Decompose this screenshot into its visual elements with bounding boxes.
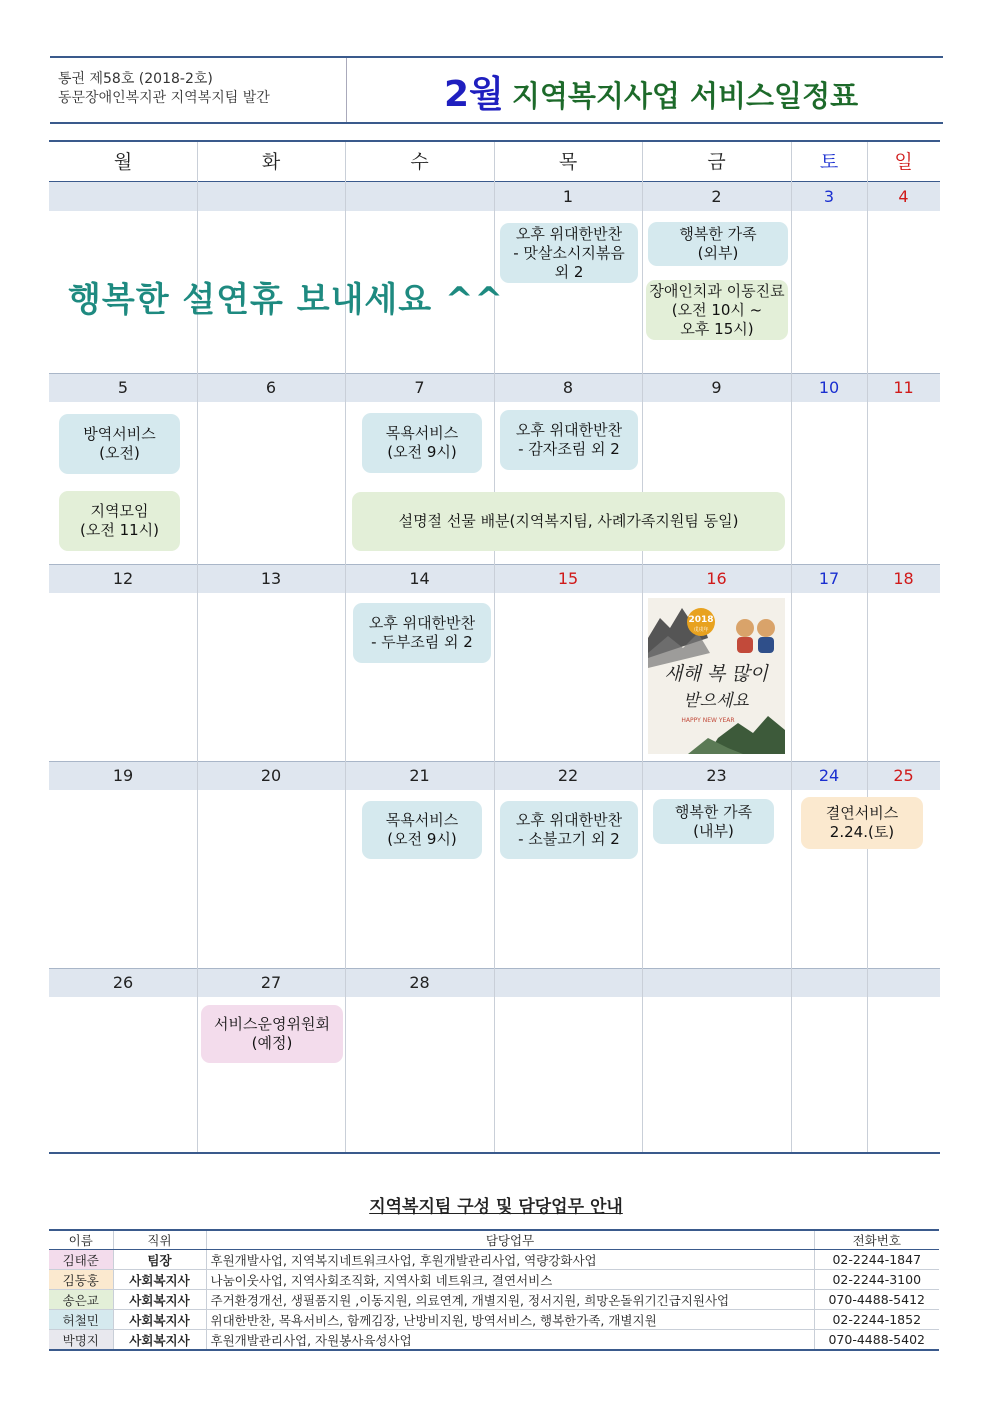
team-title-text: 지역복지팀 구성 및 담당업무 안내 [369,1197,623,1217]
date-cell: 10 [818,378,840,397]
team-member-duties: 후원개발관리사업, 자원봉사육성사업 [206,1330,814,1351]
team-row [49,1330,939,1351]
publisher: 동문장애인복지관 지역복지팀 발간 [58,90,270,106]
new-year-card-image [648,598,785,754]
holiday-greeting: 행복한 설연휴 보내세요 ^^ [68,280,504,320]
team-member-position: 사회복지사 [113,1270,206,1290]
event-dental-clinic[interactable]: 장애인치과 이동진료 (오전 10시 ~ 오후 15시) [646,280,788,340]
page-title [444,66,858,117]
date-cell: 6 [265,378,277,397]
date-cell [791,968,867,997]
team-member-name: 박명지 [49,1330,113,1351]
col-header-name: 이름 [49,1230,113,1250]
date-cell: 11 [893,378,914,397]
date-cell: 14 [409,569,430,588]
team-row [49,1270,939,1290]
team-row [49,1290,939,1310]
team-member-duties: 나눔이웃사업, 지역사회조직화, 지역사회 네트워크, 결연서비스 [206,1270,814,1290]
event-happy-family-outside[interactable]: 행복한 가족 (외부) [648,222,788,266]
weekday-2: 수 [410,151,429,173]
team-table [49,1229,939,1351]
date-cell: 5 [117,378,129,397]
date-cell: 16 [706,569,727,588]
date-cell: 7 [414,378,425,397]
team-member-name: 김태준 [49,1250,113,1270]
team-member-duties: 후원개발사업, 지역복지네트워크사업, 후원개발관리사업, 역량강화사업 [206,1250,814,1270]
date-cell: 9 [711,378,722,397]
col-header-position: 직위 [113,1230,206,1250]
event-bath-service-feb7[interactable]: 목욕서비스 (오전 9시) [362,413,482,473]
card-year-sub: 戊戌年 [693,627,709,633]
header-info [58,70,270,108]
event-bath-service-feb21[interactable]: 목욕서비스 (오전 9시) [362,801,482,859]
team-member-name: 허철민 [49,1310,113,1330]
date-cell: 28 [409,973,430,992]
date-cell [867,968,940,997]
date-cell: 18 [893,569,914,588]
team-table-title [0,1192,992,1217]
team-member-phone: 070-4488-5402 [814,1330,939,1351]
event-holiday-gift-distribution[interactable]: 설명절 선물 배분(지역복지팀, 사례가족지원팀 동일) [352,492,785,551]
date-cell: 24 [818,766,840,785]
weekday-5: 토 [819,151,839,173]
team-member-duties: 주거환경개선, 생필품지원 ,이동지원, 의료연계, 개별지원, 정서지원, 희망온돌위기긴급지원사업 [206,1290,814,1310]
card-line2: 받으세요 [683,691,749,711]
date-cell: 19 [112,766,134,785]
team-row [49,1310,939,1330]
date-cell: 17 [818,569,840,588]
date-cell [345,182,494,211]
event-pest-control[interactable]: 방역서비스 (오전) [59,414,180,474]
date-cell: 27 [260,973,282,992]
date-cell: 23 [706,766,727,785]
card-line1: 새해 복 많이 [664,663,768,685]
title-text: 지역복지사업 서비스일정표 [511,79,859,113]
date-cell: 2 [711,187,722,206]
date-cell [197,182,345,211]
col-header-phone: 전화번호 [814,1230,939,1250]
team-member-duties: 위대한반찬, 목욕서비스, 함께김장, 난방비지원, 방역서비스, 행복한가족, 개별지원 [206,1310,814,1330]
team-row [49,1250,939,1270]
team-member-name: 송은교 [49,1290,113,1310]
weekday-3: 목 [558,151,578,173]
date-cell: 3 [823,187,835,206]
weekday-0: 월 [113,151,133,173]
date-cell: 12 [112,569,134,588]
date-cell: 22 [557,766,579,785]
header-bottom-rule [50,122,943,124]
date-cell: 8 [562,378,574,397]
date-cell: 21 [409,766,430,785]
event-side-dish-feb1[interactable]: 오후 위대한반찬 - 맛살소시지볶음 외 2 [500,223,638,283]
date-cell [642,968,791,997]
event-side-dish-feb22[interactable]: 오후 위대한반찬 - 소불고기 외 2 [500,801,638,859]
date-cell: 13 [260,569,282,588]
event-happy-family-inside[interactable]: 행복한 가족 (내부) [653,799,774,844]
card-english: HAPPY NEW YEAR [681,717,735,724]
column-divider [642,142,643,1153]
date-cell: 4 [898,187,909,206]
date-cell [494,968,642,997]
date-cell: 1 [562,187,574,206]
team-member-position: 사회복지사 [113,1290,206,1310]
event-side-dish-feb8[interactable]: 오후 위대한반찬 - 감자조림 외 2 [500,410,638,470]
card-year: 2018 [688,615,714,625]
team-member-phone: 02-2244-1852 [814,1310,939,1330]
event-sponsorship-service[interactable]: 결연서비스 2.24.(토) [801,797,923,849]
calendar-bottom-rule [49,1152,940,1154]
column-divider [867,142,868,1153]
date-cell: 15 [557,569,579,588]
weekday-6: 일 [894,151,913,173]
event-local-meeting[interactable]: 지역모임 (오전 11시) [59,491,180,551]
team-member-position: 사회복지사 [113,1330,206,1351]
date-cell: 20 [260,766,282,785]
col-header-duties: 담당업무 [206,1230,814,1250]
date-cell [49,182,197,211]
date-cell: 26 [112,973,134,992]
weekday-1: 화 [261,151,281,173]
month-label: 2월 [444,74,504,115]
team-member-phone: 02-2244-1847 [814,1250,939,1270]
team-member-position: 팀장 [113,1250,206,1270]
date-cell: 25 [893,766,914,785]
team-member-name: 김동홍 [49,1270,113,1290]
team-member-phone: 02-2244-3100 [814,1270,939,1290]
team-member-position: 사회복지사 [113,1310,206,1330]
event-service-committee[interactable]: 서비스운영위원회 (예정) [201,1005,343,1063]
header-divider [346,58,347,122]
column-divider [791,142,792,1153]
event-side-dish-feb14[interactable]: 오후 위대한반찬 - 두부조림 외 2 [353,603,491,663]
issue-number: 통권 제58호 (2018-2호) [58,71,213,87]
weekday-4: 금 [707,151,726,173]
header-top-rule [50,56,943,58]
team-member-phone: 070-4488-5412 [814,1290,939,1310]
